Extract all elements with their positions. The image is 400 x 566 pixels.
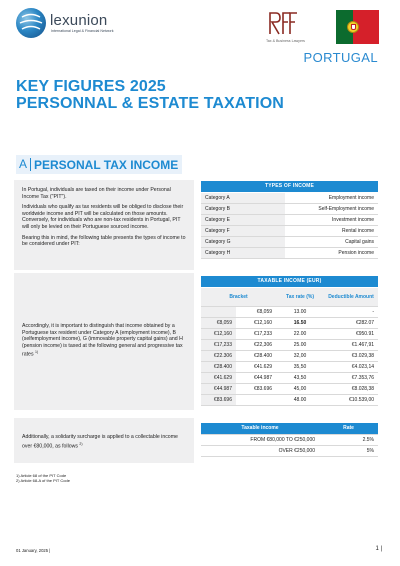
bracket-from-cell: €44.987	[201, 383, 236, 394]
rate-column-header: Tax rate (%)	[276, 288, 324, 306]
tax-rate-cell: 13.00	[276, 306, 324, 317]
lexunion-globe-logo-icon	[16, 8, 46, 38]
table-row	[201, 306, 378, 317]
rff-logo-icon	[268, 10, 298, 36]
intro-paragraph-2: Individuals who qualify as tax residents will be obliged to disclose their worldwide income and PIT will be calculated on those amounts. Conversely, for individuals who are non-tax residents in Portugal, PIT will only be levied on their Portuguese sourced income.	[22, 204, 184, 230]
bracket-to-cell: €83.696	[236, 383, 276, 394]
bracket-from-cell: €83.696	[201, 394, 236, 405]
bracket-to-cell: €41.629	[236, 361, 276, 372]
income-type-cell: Self-Employment income	[285, 204, 378, 215]
lexunion-logo-name: lexunion	[50, 12, 108, 29]
intro-text-box	[14, 180, 194, 270]
surcharge-income-cell: FROM €80,000 TO €250,000	[201, 435, 319, 446]
table-row	[201, 383, 378, 394]
deductible-amount-cell: €10.539,00	[324, 394, 378, 405]
page-header	[0, 0, 400, 68]
section-marker-divider	[30, 158, 31, 171]
intro-paragraph-3: Bearing this in mind, the following table presents the types of income to be considered under PIT:	[22, 234, 186, 248]
table-row	[201, 317, 378, 328]
solidarity-paragraph: Additionally, a solidarity surcharge is applied to a collectable income over €80,000, as follows $^{2)}$	[22, 434, 178, 450]
bracket-from-cell: €12,160	[201, 328, 236, 339]
table-row	[201, 361, 378, 372]
tax-rate-cell: 25.00	[276, 339, 324, 350]
income-category-cell: Category B	[201, 204, 285, 215]
deductible-amount-cell: €1.467,91	[324, 339, 378, 350]
bracket-to-cell: €28.400	[236, 350, 276, 361]
deduct-column-header: Deductible Amount	[324, 288, 378, 306]
income-type-cell: Rental income	[285, 226, 378, 237]
tax-rate-cell: 48.00	[276, 394, 324, 405]
page-title: KEY FIGURES 2025	[16, 78, 166, 95]
tax-rate-cell: 43,50	[276, 372, 324, 383]
bracket-from-cell: €28.400	[201, 361, 236, 372]
taxable-income-table	[201, 288, 378, 406]
bracket-column-header: Bracket	[201, 288, 276, 306]
surcharge-rate-cell: 5%	[319, 446, 378, 457]
income-type-cell: Investment income	[285, 215, 378, 226]
income-table-header: TAXABLE INCOME (EUR)	[201, 276, 378, 287]
footer-date: 01 January, 2025 |	[16, 548, 51, 553]
portugal-flag-icon	[336, 10, 379, 44]
table-row	[201, 435, 378, 446]
section-title: PERSONAL TAX INCOME	[34, 158, 179, 172]
country-label: PORTUGAL	[303, 50, 378, 65]
section-marker: A	[19, 157, 28, 171]
table-row	[201, 215, 378, 226]
page-number: 1 |	[375, 546, 382, 552]
table-row	[201, 328, 378, 339]
table-row	[201, 350, 378, 361]
deductible-amount-cell: €8.028,38	[324, 383, 378, 394]
solidarity-text-box	[14, 418, 194, 463]
income-category-cell: Category H	[201, 248, 285, 259]
table-row	[201, 339, 378, 350]
table-row	[201, 372, 378, 383]
income-category-cell: Category A	[201, 193, 285, 204]
surcharge-rate-column-header: Rate	[319, 423, 378, 435]
deductible-amount-cell: €950.91	[324, 328, 378, 339]
lexunion-logo-tagline: International Legal & Financial Network	[51, 29, 114, 33]
bracket-from-cell: €17,233	[201, 339, 236, 350]
brackets-paragraph: Accordingly, it is important to distinguish that income obtained by a Portuguese tax resident under Category A (employment income), B (selfemployment income), G (immovable property capital gains) and H (pension income) is taxed at the following general and progressive tax rates $^{1)}$	[22, 323, 183, 359]
bracket-to-cell: €44.987	[236, 372, 276, 383]
tax-rate-cell: 22.00	[276, 328, 324, 339]
rff-logo-tagline: Tax & Business Lawyers	[266, 39, 305, 43]
table-row	[201, 446, 378, 457]
tax-rate-cell: 16.50	[276, 317, 324, 328]
bracket-to-cell: €17,233	[236, 328, 276, 339]
income-type-cell: Pension income	[285, 248, 378, 259]
table-row	[201, 193, 378, 204]
deductible-amount-cell: €3.029,38	[324, 350, 378, 361]
intro-paragraph-1: In Portugal, individuals are taxed on their income under Personal Income Tax ("PIT").	[22, 187, 171, 200]
bracket-to-cell: €8,059	[236, 306, 276, 317]
bracket-from-cell: €41.629	[201, 372, 236, 383]
solidarity-surcharge-table	[201, 423, 378, 457]
types-table-header: TYPES OF INCOME	[201, 181, 378, 192]
tax-rate-cell: 35,50	[276, 361, 324, 372]
taxable-income-column-header: Taxable income	[201, 423, 319, 435]
footnote-1: 1) Article 68 of the PIT Code	[16, 473, 67, 478]
table-row	[201, 226, 378, 237]
table-row	[201, 394, 378, 405]
brackets-text-box	[14, 273, 194, 410]
section-heading	[16, 155, 182, 174]
tax-rate-cell: 32,00	[276, 350, 324, 361]
bracket-to-cell: €12,160	[236, 317, 276, 328]
types-of-income-table	[201, 193, 378, 259]
bracket-from-cell: €22.306	[201, 350, 236, 361]
deductible-amount-cell: €282.07	[324, 317, 378, 328]
table-row	[201, 204, 378, 215]
income-category-cell: Category G	[201, 237, 285, 248]
bracket-from-cell: €8,059	[201, 317, 236, 328]
footnote-2: 2) Article 68-A of the PIT Code	[16, 478, 70, 484]
table-row	[201, 237, 378, 248]
deductible-amount-cell: -	[324, 306, 378, 317]
income-category-cell: Category F	[201, 226, 285, 237]
table-row	[201, 248, 378, 259]
bracket-from-cell	[201, 306, 236, 317]
page-subtitle: PERSONNAL & ESTATE TAXATION	[16, 95, 284, 112]
bracket-to-cell	[236, 394, 276, 405]
footnotes	[16, 473, 70, 484]
income-category-cell: Category E	[201, 215, 285, 226]
income-type-cell: Employment income	[285, 193, 378, 204]
surcharge-income-cell: OVER €250,000	[201, 446, 319, 457]
deductible-amount-cell: €4.023,14	[324, 361, 378, 372]
tax-rate-cell: 45,00	[276, 383, 324, 394]
surcharge-rate-cell: 2.5%	[319, 435, 378, 446]
deductible-amount-cell: €7.353,76	[324, 372, 378, 383]
bracket-to-cell: €22,306	[236, 339, 276, 350]
income-type-cell: Capital gains	[285, 237, 378, 248]
